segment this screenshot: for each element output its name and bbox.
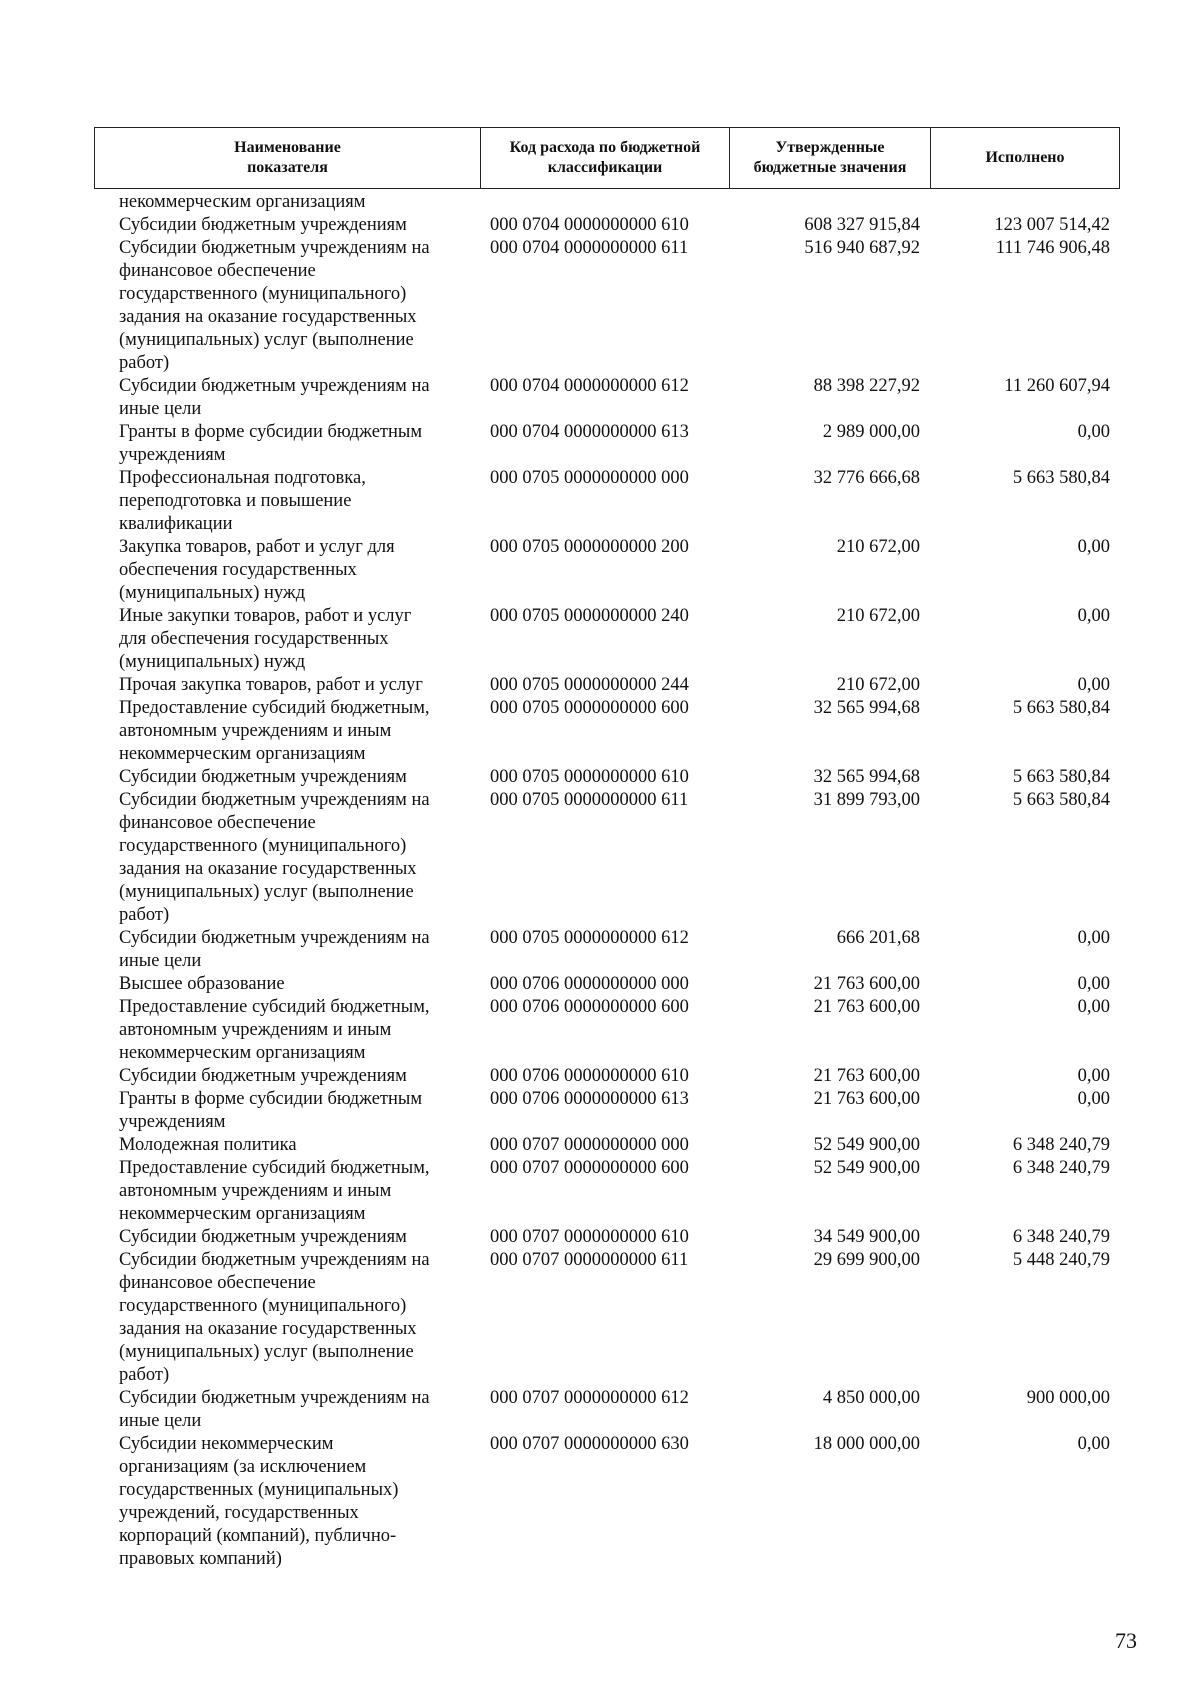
row-code: 000 0707 0000000000 600 (490, 1158, 689, 1178)
row-code: 000 0704 0000000000 610 (490, 215, 689, 235)
row-approved: 34 549 900,00 (813, 1227, 920, 1247)
row-approved: 32 776 666,68 (813, 468, 920, 488)
row-name: Профессиональная подготовка, переподготовка и повышение квалификации (119, 468, 366, 534)
row-approved: 4 850 000,00 (822, 1388, 920, 1408)
row-approved: 32 565 994,68 (813, 767, 920, 787)
row-name: Субсидии бюджетным учреждениям на финансовое обеспечение государственного (муниципального) задания на оказание государственных (муниципальных) услуг (выполнение работ) (119, 1250, 430, 1385)
table-row (94, 789, 1120, 927)
row-approved: 666 201,68 (836, 928, 920, 948)
row-approved: 210 672,00 (836, 675, 920, 695)
table-row (94, 1157, 1120, 1226)
row-executed: 5 663 580,84 (1012, 767, 1110, 787)
row-name: Предоставление субсидий бюджетным, автономным учреждениям и иным некоммерческим организациям (119, 997, 430, 1063)
row-code: 000 0705 0000000000 240 (490, 606, 689, 626)
row-code: 000 0705 0000000000 610 (490, 767, 689, 787)
row-executed: 0,00 (1077, 1089, 1110, 1109)
row-name: Иные закупки товаров, работ и услуг для обеспечения государственных (муниципальных) нужд (119, 606, 412, 672)
row-executed: 0,00 (1077, 537, 1110, 557)
row-name: Предоставление субсидий бюджетным, автономным учреждениям и иным некоммерческим организациям (119, 1158, 430, 1224)
row-code: 000 0704 0000000000 613 (490, 422, 689, 442)
table-row (94, 214, 1120, 237)
row-name: Субсидии бюджетным учреждениям (119, 215, 407, 235)
row-name: Субсидии бюджетным учреждениям на финансовое обеспечение государственного (муниципального) задания на оказание государственных (муниципальных) услуг (выполнение работ) (119, 238, 430, 373)
row-executed: 5 663 580,84 (1012, 790, 1110, 810)
row-approved: 21 763 600,00 (813, 974, 920, 994)
row-name: Молодежная политика (119, 1135, 297, 1155)
row-executed: 0,00 (1077, 928, 1110, 948)
table-row (94, 674, 1120, 697)
table-row (94, 237, 1120, 375)
header-approved: Утвержденные бюджетные значения (730, 128, 931, 188)
row-name: Субсидии некоммерческим организациям (за исключением государственных (муниципальных) учреждений, государственных корпораций (компаний), публично- правовых компаний) (119, 1434, 399, 1569)
row-executed: 5 663 580,84 (1012, 698, 1110, 718)
table-row (94, 1433, 1120, 1571)
row-executed: 900 000,00 (1026, 1388, 1110, 1408)
row-code: 000 0704 0000000000 611 (490, 238, 689, 258)
row-code: 000 0705 0000000000 000 (490, 468, 689, 488)
row-executed: 6 348 240,79 (1012, 1227, 1110, 1247)
table-row (94, 996, 1120, 1065)
header-code: Код расхода по бюджетной классификации (481, 128, 730, 188)
row-executed: 11 260 607,94 (1004, 376, 1110, 396)
row-code: 000 0706 0000000000 000 (490, 974, 689, 994)
row-executed: 0,00 (1077, 1434, 1110, 1454)
row-code: 000 0707 0000000000 611 (490, 1250, 689, 1270)
row-approved: 31 899 793,00 (813, 790, 920, 810)
table-row (94, 421, 1120, 467)
row-code: 000 0705 0000000000 244 (490, 675, 689, 695)
row-name: Субсидии бюджетным учреждениям на иные цели (119, 376, 430, 419)
table-row (94, 191, 1120, 214)
row-code: 000 0705 0000000000 600 (490, 698, 689, 718)
table-row (94, 1249, 1120, 1387)
row-executed: 0,00 (1077, 422, 1110, 442)
row-executed: 0,00 (1077, 675, 1110, 695)
row-approved: 516 940 687,92 (804, 238, 920, 258)
row-executed: 0,00 (1077, 997, 1110, 1017)
row-name: Субсидии бюджетным учреждениям (119, 1066, 407, 1086)
row-executed: 0,00 (1077, 1066, 1110, 1086)
page-number: 73 (1115, 1628, 1137, 1653)
row-executed: 6 348 240,79 (1012, 1135, 1110, 1155)
table-row (94, 927, 1120, 973)
table-row (94, 536, 1120, 605)
row-approved: 88 398 227,92 (813, 376, 920, 396)
table-row (94, 605, 1120, 674)
row-name: Гранты в форме субсидии бюджетным учреждениям (119, 1089, 423, 1132)
row-code: 000 0705 0000000000 200 (490, 537, 689, 557)
row-executed: 5 663 580,84 (1012, 468, 1110, 488)
row-name: Субсидии бюджетным учреждениям (119, 1227, 407, 1247)
row-name: Субсидии бюджетным учреждениям на финансовое обеспечение государственного (муниципального) задания на оказание государственных (муниципальных) услуг (выполнение работ) (119, 790, 430, 925)
table-row (94, 1065, 1120, 1088)
table-row (94, 697, 1120, 766)
row-code: 000 0707 0000000000 630 (490, 1434, 689, 1454)
row-executed: 111 746 906,48 (995, 238, 1110, 258)
row-code: 000 0706 0000000000 600 (490, 997, 689, 1017)
table-row (94, 766, 1120, 789)
row-approved: 52 549 900,00 (813, 1135, 920, 1155)
row-code: 000 0707 0000000000 612 (490, 1388, 689, 1408)
table-header (94, 127, 1120, 189)
row-approved: 29 699 900,00 (813, 1250, 920, 1270)
row-approved: 32 565 994,68 (813, 698, 920, 718)
row-executed: 0,00 (1077, 606, 1110, 626)
row-executed: 123 007 514,42 (994, 215, 1110, 235)
row-approved: 18 000 000,00 (813, 1434, 920, 1454)
row-executed: 6 348 240,79 (1012, 1158, 1110, 1178)
row-name: Предоставление субсидий бюджетным, автономным учреждениям и иным некоммерческим организациям (119, 698, 430, 764)
header-executed: Исполнено (985, 149, 1065, 166)
row-name: Субсидии бюджетным учреждениям на иные цели (119, 1388, 430, 1431)
row-name: Высшее образование (119, 974, 285, 994)
row-name: Субсидии бюджетным учреждениям (119, 767, 407, 787)
row-executed: 0,00 (1077, 974, 1110, 994)
row-code: 000 0704 0000000000 612 (490, 376, 689, 396)
table-row (94, 1134, 1120, 1157)
row-name: Закупка товаров, работ и услуг для обеспечения государственных (муниципальных) нужд (119, 537, 395, 603)
row-approved: 21 763 600,00 (813, 1089, 920, 1109)
row-approved: 52 549 900,00 (813, 1158, 920, 1178)
row-name: Прочая закупка товаров, работ и услуг (119, 675, 423, 695)
row-code: 000 0707 0000000000 610 (490, 1227, 689, 1247)
row-executed: 5 448 240,79 (1012, 1250, 1110, 1270)
row-code: 000 0706 0000000000 610 (490, 1066, 689, 1086)
row-approved: 21 763 600,00 (813, 997, 920, 1017)
row-approved: 210 672,00 (836, 537, 920, 557)
row-code: 000 0707 0000000000 000 (490, 1135, 689, 1155)
row-approved: 2 989 000,00 (822, 422, 920, 442)
table-row (94, 1226, 1120, 1249)
row-name: некоммерческим организациям (119, 192, 366, 212)
row-name: Гранты в форме субсидии бюджетным учреждениям (119, 422, 423, 465)
table-row (94, 1387, 1120, 1433)
row-code: 000 0705 0000000000 612 (490, 928, 689, 948)
row-name: Субсидии бюджетным учреждениям на иные цели (119, 928, 430, 971)
row-approved: 21 763 600,00 (813, 1066, 920, 1086)
table-row (94, 375, 1120, 421)
row-approved: 608 327 915,84 (804, 215, 920, 235)
row-code: 000 0706 0000000000 613 (490, 1089, 689, 1109)
table-row (94, 467, 1120, 536)
row-code: 000 0705 0000000000 611 (490, 790, 689, 810)
table-body (94, 191, 1120, 1571)
table-row (94, 1088, 1120, 1134)
header-name: Наименование показателя (95, 128, 481, 188)
table-row (94, 973, 1120, 996)
row-approved: 210 672,00 (836, 606, 920, 626)
